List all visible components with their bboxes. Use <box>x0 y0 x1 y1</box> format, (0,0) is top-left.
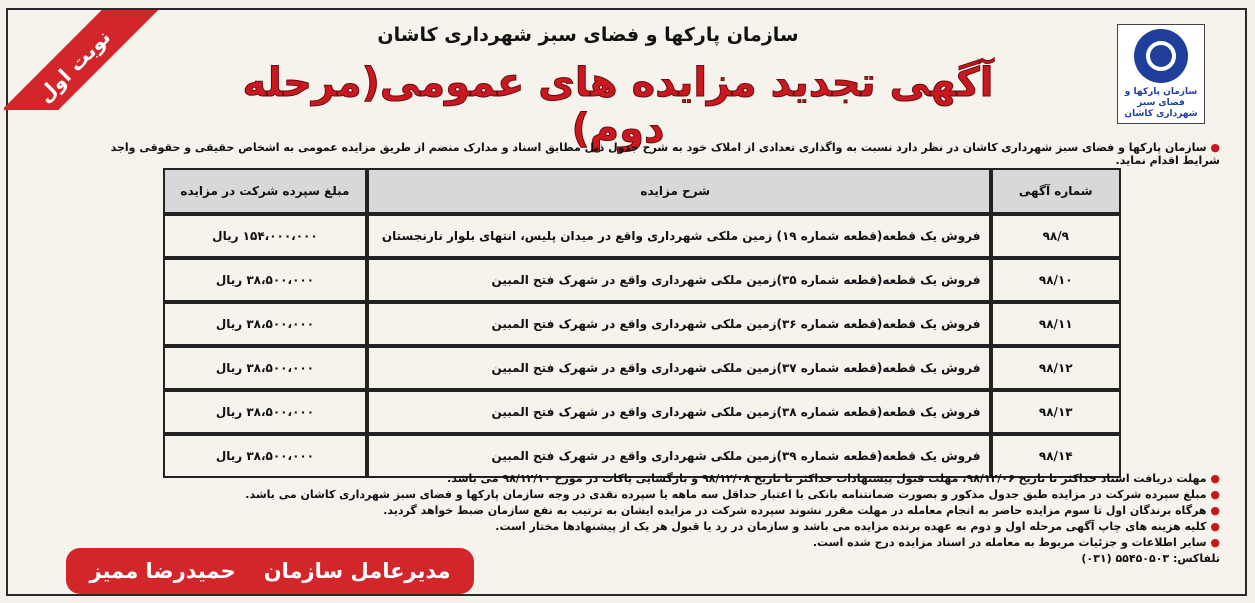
logo-emblem-icon <box>1134 29 1188 83</box>
bullet-icon: ● <box>1206 536 1220 549</box>
table-row <box>163 346 1121 390</box>
deposit-cell: ۳۸،۵۰۰،۰۰۰ ریال <box>163 390 367 434</box>
intro-paragraph <box>70 141 1220 167</box>
ad-number-cell: ۹۸/۱۰ <box>991 258 1122 302</box>
bullet-icon: ● <box>1206 504 1220 517</box>
description-cell: فروش یک قطعه(قطعه شماره ۳۵)زمین ملکی شهرداری واقع در شهرک فتح المبین <box>367 258 991 302</box>
badge-ribbon <box>4 10 164 110</box>
organization-logo <box>1117 24 1205 124</box>
bullet-icon: ● <box>1206 520 1220 533</box>
ad-number-cell: ۹۸/۱۱ <box>991 302 1122 346</box>
logo-text: سازمان پارکها و فضای سبز شهرداری کاشان <box>1124 86 1198 119</box>
page-title: آگهی تجدید مزایده های عمومی(مرحله دوم) <box>242 60 994 152</box>
table-row <box>163 258 1121 302</box>
note-item: ● مبلغ سپرده شرکت در مزایده طبق جدول مذکور و بصورت ضمانتنامه بانکی با اعتبار حداقل سه ماهه یا سپرده نقدی در وجه سازمان پارکها و فضای سبز شهرداری کاشان می باشد. <box>245 488 1220 501</box>
organization-name: سازمان پارکها و فضای سبز شهرداری کاشان <box>377 24 799 46</box>
note-item: ● کلیه هزینه های چاپ آگهی مرحله اول و دوم به عهده برنده مزایده می باشد و سازمان در رد یا قبول هر یک از پیشنهادها مختار است. <box>495 520 1220 533</box>
table-row <box>163 214 1121 258</box>
note-item: ● هرگاه برندگان اول تا سوم مزایده حاضر به انجام معامله در مهلت مقرر نشوند سپرده شرکت در مزایده ایشان به ترتیب به نفع سازمان ضبط خواهد گردید. <box>383 504 1220 517</box>
ad-number-cell: ۹۸/۹ <box>991 214 1122 258</box>
deposit-cell: ۳۸،۵۰۰،۰۰۰ ریال <box>163 346 367 390</box>
bullet-icon: ● <box>1206 472 1220 485</box>
bullet-icon: ● <box>1206 141 1220 154</box>
ad-number-cell: ۹۸/۱۴ <box>991 434 1122 478</box>
bullet-icon: ● <box>1206 488 1220 501</box>
description-cell: فروش یک قطعه(قطعه شماره ۳۹)زمین ملکی شهرداری واقع در شهرک فتح المبین <box>367 434 991 478</box>
fax-number: تلفاکس: ۵۵۴۵۰۵۰۳ (۰۳۱) <box>1081 552 1220 565</box>
ad-number-cell: ۹۸/۱۲ <box>991 346 1122 390</box>
description-cell: فروش یک قطعه(قطعه شماره ۳۸)زمین ملکی شهرداری واقع در شهرک فتح المبین <box>367 390 991 434</box>
intro-text: سازمان پارکها و فضای سبز شهرداری کاشان در نظر دارد نسبت به واگذاری تعدادی از املاک خود به شرح جدول ذیل مطابق اسناد و مدارک منضم از طریق مزایده عمومی به اشخاص حقیقی و حقوقی واجد شرایط اقدام نماید. <box>110 141 1220 167</box>
auction-table <box>163 168 1121 478</box>
table-row <box>163 390 1121 434</box>
column-header-number: شماره آگهی <box>991 168 1122 214</box>
header <box>8 10 1245 152</box>
signature-box <box>66 548 474 594</box>
advertisement-frame <box>6 8 1247 596</box>
deposit-cell: ۳۸،۵۰۰،۰۰۰ ریال <box>163 258 367 302</box>
column-header-deposit: مبلغ سپرده شرکت در مزایده <box>163 168 367 214</box>
signature-role: مدیرعامل سازمان <box>263 559 451 583</box>
badge-label: نوبت اول <box>4 10 164 110</box>
description-cell: فروش یک قطعه(قطعه شماره ۳۶)زمین ملکی شهرداری واقع در شهرک فتح المبین <box>367 302 991 346</box>
column-header-description: شرح مزایده <box>367 168 991 214</box>
deposit-cell: ۱۵۴،۰۰۰،۰۰۰ ریال <box>163 214 367 258</box>
table-row <box>163 302 1121 346</box>
description-cell: فروش یک قطعه(قطعه شماره ۳۷)زمین ملکی شهرداری واقع در شهرک فتح المبین <box>367 346 991 390</box>
description-cell: فروش یک قطعه(قطعه شماره ۱۹) زمین ملکی شهرداری واقع در میدان پلیس، انتهای بلوار نارنجستان <box>367 214 991 258</box>
deposit-cell: ۳۸،۵۰۰،۰۰۰ ریال <box>163 434 367 478</box>
note-item: ● سایر اطلاعات و جزئیات مربوط به معامله در اسناد مزایده درج شده است. <box>812 536 1220 549</box>
deposit-cell: ۳۸،۵۰۰،۰۰۰ ریال <box>163 302 367 346</box>
ad-number-cell: ۹۸/۱۳ <box>991 390 1122 434</box>
signature-name: حمیدرضا ممیز <box>89 559 236 583</box>
note-item: ● مهلت دریافت اسناد حداکثر تا تاریخ ۹۸/۱۲/۰۶، مهلت قبول پیشنهادات حداکثر تا تاریخ ۹۸/۱۲/۰۸ و بازگشایی پاکات در مورخ ۹۸/۱۲/۱۰ می باشد. <box>447 472 1220 485</box>
table-header-row <box>163 168 1121 214</box>
